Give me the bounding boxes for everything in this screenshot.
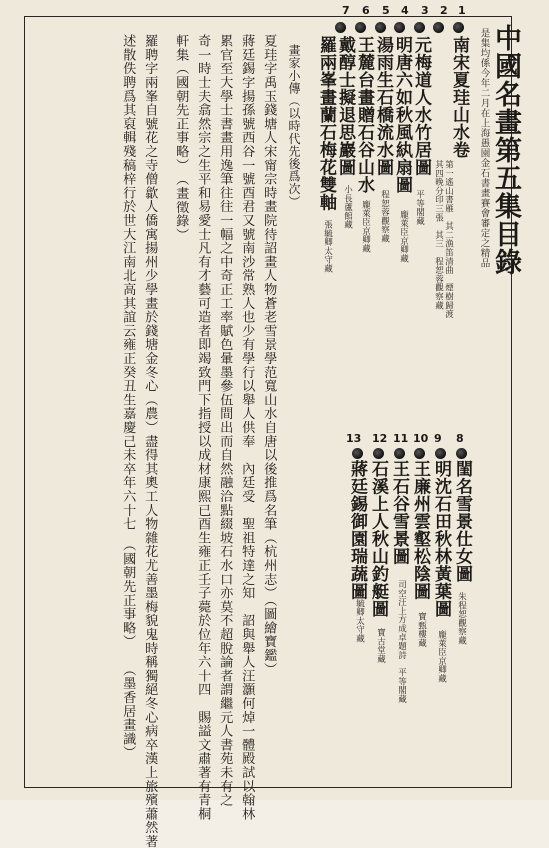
bullet-icon xyxy=(335,22,346,33)
subtitle: 是集均係今年二月在上海愚園金石書畫賽會審定之精品 xyxy=(478,28,490,268)
entry-number: 4 xyxy=(401,4,409,17)
entry-title: 石溪上人秋山釣艇圖 xyxy=(368,460,388,618)
entry-title: 王石谷雪景圖 xyxy=(389,460,409,565)
entry-note: 張毓卿太守藏 xyxy=(322,220,333,273)
entry-title: 王麓台畫贈石谷山水 xyxy=(354,36,374,194)
page-title: 中國名畫第五集目錄 xyxy=(490,24,521,276)
entry-note: 寶甄樓藏 xyxy=(416,612,427,648)
entry-title: 湯雨生石橋流水圖 xyxy=(373,36,393,176)
entry-note: 其四晚分印三張 其三 程恕蓉觀察藏 xyxy=(433,160,444,310)
entry-title: 羅兩峯畫蘭石梅花雙軸 xyxy=(316,36,336,211)
bullet-icon xyxy=(453,22,464,33)
entry-number: 12 xyxy=(372,432,388,445)
bullet-icon xyxy=(394,22,405,33)
bio-line: 軒集（國朝先正事略） （畫徵錄） xyxy=(173,34,189,242)
entry-title: 明沈石田秋林黃葉圖 xyxy=(431,460,451,618)
bio-line: 蔣廷錫字揚孫號西谷一號酉君又號南沙常熟人也少有學行以舉人供奉 內廷受 聖祖特達之知 詔與舉人汪灝何焯一體殿試以翰林 xyxy=(239,34,255,821)
entry-number: 1 xyxy=(458,4,466,17)
entry-title: 蔣廷錫御園瑞蔬圖 xyxy=(347,460,367,600)
bullet-icon xyxy=(394,448,405,459)
bullet-icon xyxy=(414,22,425,33)
entry-number: 3 xyxy=(421,4,429,17)
entry-number: 10 xyxy=(413,432,429,445)
bio-line: 累官至大學士書畫用逸筆往往一幅之中奇正工率賦色暈墨參伍間出而自然融洽點綴坡石水口亦莫不超脫論者謂繼元人書苑未有之 xyxy=(217,34,233,807)
bullet-icon xyxy=(375,22,386,33)
entry-title: 閨名雪景仕女圖 xyxy=(452,460,472,583)
entry-number: 7 xyxy=(342,4,350,17)
bio-heading: 畫家小傳（以時代先後爲次） xyxy=(287,44,301,208)
entry-note: 司空汪上方成卓題詩 平等閣藏 xyxy=(396,580,407,704)
bullet-icon xyxy=(352,448,363,459)
entry-title: 元梅道人水竹居圖 xyxy=(411,36,431,176)
entry-number: 9 xyxy=(434,432,442,445)
entry-note: 平等閣藏 xyxy=(414,190,425,226)
entry-title: 南宋夏珪山水卷 xyxy=(449,36,469,159)
entry-title: 戴醇士擬退思巖圖 xyxy=(335,36,355,176)
bio-line: 夏珪字禹玉錢塘人宋甯宗時畫院待詔畫人物蒼老雪景學范寬山水自唐以後推爲名筆（杭州志）（圖繪寶鑑） xyxy=(261,34,277,676)
entry-note: 朱程恕觀察藏 xyxy=(456,592,467,645)
bullet-icon xyxy=(456,448,467,459)
entry-note: 小長蘆館藏 xyxy=(342,185,353,229)
bio-line: 述散佚聘爲其裒輯殘稿梓行於世大江南北高其誼云雍正癸丑生嘉慶己未卒年六十七 （國朝先正事略） （墨香居畫識） xyxy=(120,34,136,760)
bio-line: 羅聘字兩峯自號花之寺僧歙人僑寓揚州少學畫於錢塘金冬心（農）盡得其奧工人物雜花尤善墨梅貌鬼時稱獨絕冬心病卒漢上旅殯蕭然著 xyxy=(142,34,158,848)
entry-note: 程恕蓉觀察藏 xyxy=(379,190,390,243)
entry-number: 8 xyxy=(456,432,464,445)
bullet-icon xyxy=(355,22,366,33)
entry-number: 11 xyxy=(393,432,409,445)
entry-number: 13 xyxy=(346,432,362,445)
entry-note: 張毓卿太守藏 xyxy=(354,590,365,643)
bio-line: 奇一時士夫翕然宗之生平和易愛士凡有才藝可造者即竭致門下指授以成材康熙已酉生雍正壬子薨於位年六十四 賜謚文肅著有青桐 xyxy=(195,34,211,821)
entry-title: 明唐六如秋風紈扇圖 xyxy=(392,36,412,194)
bullet-icon xyxy=(435,448,446,459)
entry-title: 王廉州雲壑松陰圖 xyxy=(410,460,430,600)
entry-note: 龐萊臣京卿藏 xyxy=(436,630,447,683)
entry-note: 寶古堂藏 xyxy=(375,628,386,664)
entry-note: 龐萊臣京卿藏 xyxy=(398,210,409,263)
entry-note: 第一遙山書雁 其二漁笛清曲 煙樹歸渡 xyxy=(443,160,454,319)
entry-note: 龐萊臣京卿藏 xyxy=(360,200,371,253)
entry-number: 6 xyxy=(362,4,370,17)
bullet-icon xyxy=(373,448,384,459)
entry-number: 2 xyxy=(440,4,448,17)
bullet-icon xyxy=(433,22,444,33)
entry-number: 5 xyxy=(382,4,390,17)
bullet-icon xyxy=(414,448,425,459)
